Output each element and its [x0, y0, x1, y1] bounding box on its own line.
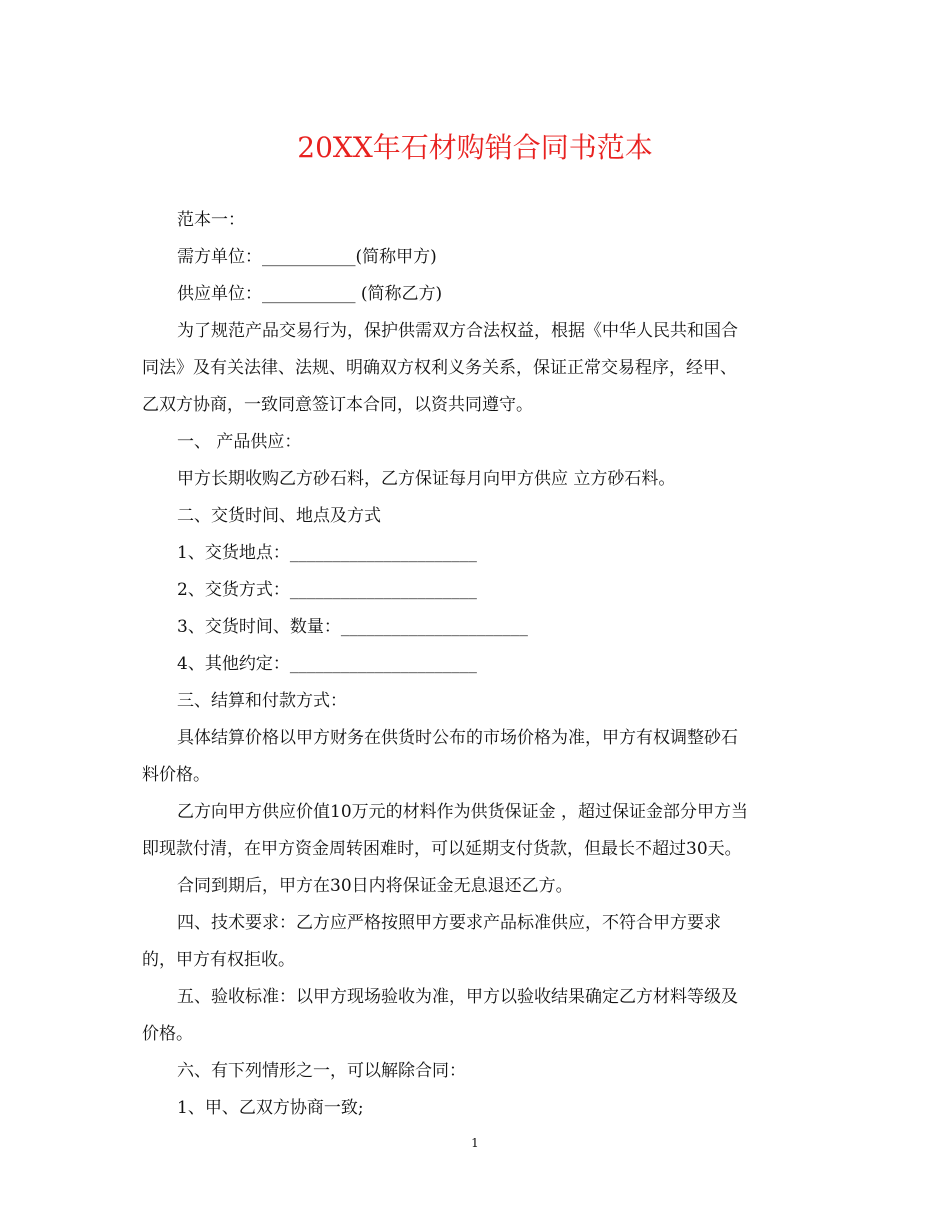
text-line-preamble-1: 为了规范产品交易行为，保护供需双方合法权益，根据《中华人民共和国合	[177, 321, 738, 341]
text-line-section-5-1: 五、验收标准：以甲方现场验收为准，甲方以验收结果确定乙方材料等级及	[177, 987, 738, 1007]
text-line-deposit-1: 乙方向甲方供应价值10万元的材料作为供货保证金 ，超过保证金部分甲方当	[177, 802, 749, 822]
text-line-delivery-time: 3、交货时间、数量：______________________	[177, 617, 528, 637]
text-line-section-1: 一、 产品供应：	[177, 432, 302, 452]
text-line-deposit-2: 即现款付清，在甲方资金周转困难时，可以延期支付货款，但最长不超过30天。	[142, 839, 742, 859]
text-line-delivery-method: 2、交货方式：______________________	[177, 580, 477, 600]
text-line-preamble-3: 乙双方协商，一致同意签订本合同，以资共同遵守。	[142, 395, 533, 415]
text-line-section-6: 六、有下列情形之一，可以解除合同：	[177, 1061, 466, 1081]
text-line-supplier-unit: 供应单位：___________ (简称乙方)	[177, 284, 443, 304]
text-line-preamble-2: 同法》及有关法律、法规、明确双方权利义务关系，保证正常交易程序，经甲、	[142, 358, 737, 378]
page-number: 1	[471, 1136, 479, 1150]
text-line-section-4-1: 四、技术要求：乙方应严格按照甲方要求产品标准供应，不符合甲方要求	[177, 913, 721, 933]
text-line-other-terms: 4、其他约定：______________________	[177, 654, 477, 674]
text-line-supply-terms: 甲方长期收购乙方砂石料，乙方保证每月向甲方供应 立方砂石料。	[177, 469, 676, 489]
text-line-settlement-1: 具体结算价格以甲方财务在供货时公布的市场价格为准，甲方有权调整砂石	[177, 728, 738, 748]
text-line-termination-1: 1、甲、乙双方协商一致;	[177, 1098, 364, 1118]
text-line-settlement-2: 料价格。	[142, 765, 210, 785]
text-line-delivery-place: 1、交货地点：______________________	[177, 543, 477, 563]
text-line-sample-heading: 范本一：	[177, 210, 245, 230]
text-line-buyer-unit: 需方单位：___________(简称甲方)	[177, 247, 437, 267]
text-line-section-3: 三、结算和付款方式：	[177, 691, 347, 711]
text-line-deposit-refund: 合同到期后，甲方在30日内将保证金无息退还乙方。	[177, 876, 573, 896]
text-line-section-2: 二、交货时间、地点及方式	[177, 506, 381, 526]
text-line-section-4-2: 的，甲方有权拒收。	[142, 950, 295, 970]
document-title: 20XX年石材购销合同书范本	[297, 131, 653, 164]
text-line-section-5-2: 价格。	[142, 1024, 193, 1044]
